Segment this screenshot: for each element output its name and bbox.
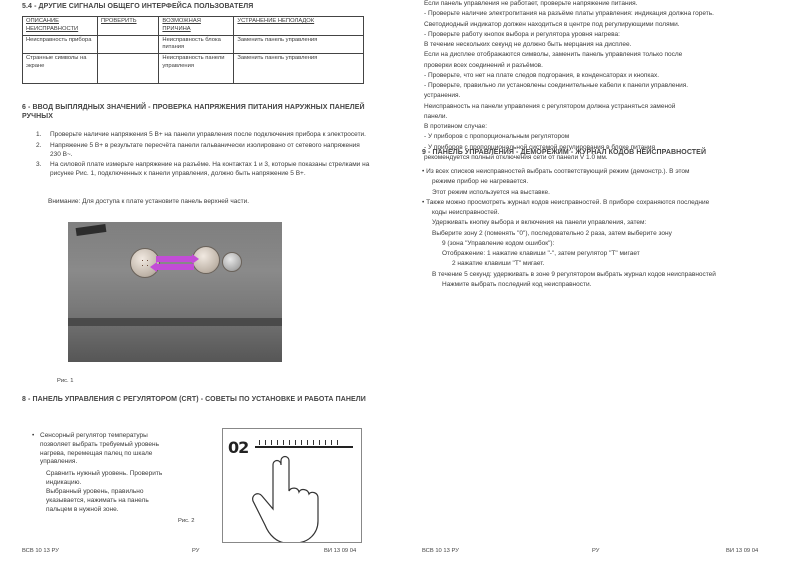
text-line: Светодиодный индикатор должен находиться в центре под регулирующими полями. [424,20,680,28]
text-line: Если на дисплее отображаются символы, заменить панель управления только после [424,51,683,59]
finger-hand-icon [243,451,343,543]
text-line: В противном случае: [424,123,488,131]
table-cell: Неисправность прибора [23,35,98,54]
figure-1-caption: Рис. 1 [57,378,74,384]
right-page [400,0,800,564]
text-line: устранения. [424,92,461,100]
warning-note: Внимание: Для доступа к плате установите панель верхней части. [48,198,250,205]
troubleshooting-text [424,0,784,164]
steps-list [36,131,372,181]
step-text: На силовой плате измерьте напряжение на разъёме. На контактах 1 и 3, которые показаны стрелками на рисунке Рис. 1, подключенных к панели управления, должно быть напряжение 5 В+. [50,161,370,178]
step-text: Проверьте наличие напряжения 5 В+ на панели управления после подключения прибора к электросети. [50,131,366,138]
slider-bar [255,446,353,448]
table-cell: Неисправность панели управления [159,54,234,84]
text-line: рекомендуется полный отключения сети от панели V 1.0 мм. [424,153,608,161]
footer-language: РУ [192,548,200,554]
section-8-bullet [32,432,180,467]
table-cell: Странные символы на экране [23,54,98,84]
text-line: В течение 5 секунд: удерживать в зоне 9 регулятором выбрать журнал кодов неисправностей [432,270,716,278]
text-line: - У приборов с пропорциональной системой регулирования в блоке питания [424,143,656,151]
section-8-title: 8 - ПАНЕЛЬ УПРАВЛЕНИЯ С РЕГУЛЯТОРОМ (CRT) - СОВЕТЫ ПО УСТАНОВКЕ И РАБОТА ПАНЕЛИ [22,396,366,403]
footer-code-right: ВИ 13 09 04 [324,548,357,554]
table-cell [98,35,159,54]
text-line: В течение нескольких секунд не должно быть мерцания на дисплее. [424,41,632,49]
text-line: режиме прибор не нагревается. [432,178,529,186]
text-line: Неисправность на панели управления с регулятором должна устраняться заменой [424,102,676,110]
text-line: - Проверьте, правильно ли установлены соединительные кабели к панели управления. [424,82,689,90]
table-cell [98,54,159,84]
text-line: 9 (зона "Управление кодом ошибок"): [442,239,555,247]
text-line: Удерживать кнопку выбора и включения на панели управления, затем: [432,219,647,227]
text-line: коды неисправностей. [432,209,500,217]
text-line: - Проверьте работу кнопок выбора и регулятора уровня нагрева: [424,30,620,38]
table-header: ВОЗМОЖНАЯ ПРИЧИНА [159,17,234,36]
panel-display: 02 [228,438,249,457]
table-header-row [23,17,364,36]
footer-language: РУ [592,548,600,554]
section-8-paragraph: Сравнить нужный уровень. Проверить индикацию. [46,470,163,486]
list-item [36,131,372,140]
step-number: 2. [36,141,42,149]
arrow-left-icon [156,264,194,270]
list-item [36,161,372,179]
table-cell: Заменить панель управления [234,35,364,54]
photo-shelf [68,318,282,326]
text-line: - Проверьте, что нет на плате следов подгорания, в конденсаторах и кнопках. [424,71,660,79]
list-item [36,142,372,160]
table-row [23,54,364,84]
text-line: Этот режим используется на выставке. [432,188,550,196]
text-line: 2 нажатие клавиши "Т" мигает. [452,260,545,268]
section-5-4-title: 5.4 - ДРУГИЕ СИГНАЛЫ ОБЩЕГО ИНТЕРФЕЙСА ПОЛЬЗОВАТЕЛЯ [22,3,254,10]
step-text: Напряжение 5 В+ в результате пересчёта панели гальванически изолировано от сетевого напряжения 230 В~. [50,141,360,158]
arrow-right-icon [156,256,194,262]
text-line: Нажмите выбрать последний код неисправности. [442,280,592,288]
board-photo [68,222,282,362]
text-line: • Из всех списков неисправностей выбрать соответствующий режим (демонстр.). В этом [422,168,690,175]
text-line: Отображение: 1 нажатие клавиши "-", затем регулятор "Т" мигает [442,250,640,258]
footer-code-left: ВСВ 10 13 РУ [422,548,459,554]
table-header: ПРОВЕРИТЬ [98,17,159,36]
connector-knob [222,252,242,272]
signals-table [22,16,364,84]
table-cell: Неисправность блока питания [159,35,234,54]
bullet-text: Сенсорный регулятор температуры позволяет выбрать требуемый уровень нагрева, перемещая палец по шкале управления. [40,432,159,466]
footer-code-right: ВИ 13 09 04 [726,548,759,554]
slider-ticks [259,440,339,445]
footer-code-left: ВСВ 10 13 РУ [22,548,59,554]
arrow-head-left-icon [150,262,157,272]
text-line: • Также можно просмотреть журнал кодов неисправностей. В приборе сохраняются последние [422,198,710,206]
arrow-head-right-icon [192,254,199,264]
step-number: 1. [36,131,42,138]
table-header: УСТРАНЕНИЕ НЕПОЛАДОК [234,17,364,36]
text-line: - Проверьте наличие электропитания на разъёме платы управления: индикация должна гореть. [424,10,714,18]
table-header: ОПИСАНИЕ НЕИСПРАВНОСТИ [23,17,98,36]
table-cell: Заменить панель управления [234,54,364,84]
text-line: панели. [424,112,448,120]
section-9-text [422,168,792,291]
section-9-title: 9 - ПАНЕЛЬ УПРАВЛЕНИЯ - ДЕМОРЕЖИМ - ЖУРНАЛ КОДОВ НЕИСПРАВНОСТЕЙ [422,149,707,156]
text-line: - У приборов с пропорциональным регулятором [424,133,570,141]
table-row [23,35,364,54]
figure-2-caption: Рис. 2 [178,518,195,524]
control-panel-illustration [222,428,362,543]
step-number: 3. [36,161,42,169]
section-8-paragraph: Выбранный уровень, правильно указывается, нажимать на панель пальцем в нужной зоне. [46,488,149,513]
text-line: проверки всех соединений и разъёмов. [424,61,543,69]
section-6-title: 6 - ВВОД ВЫПЛЯДНЫХ ЗНАЧЕНИЙ - ПРОВЕРКА НАПРЯЖЕНИЯ ПИТАНИЯ НАРУЖНЫХ ПАНЕЛЕЙ РУЧНЫХ [22,104,365,121]
text-line: Выберите зону 2 (поменять "0"), последовательно 2 раза, затем выберите зону [432,229,672,237]
text-line: Если панель управления не работает, проверьте напряжение питания. [424,0,638,7]
bullet-icon: • [32,432,35,439]
